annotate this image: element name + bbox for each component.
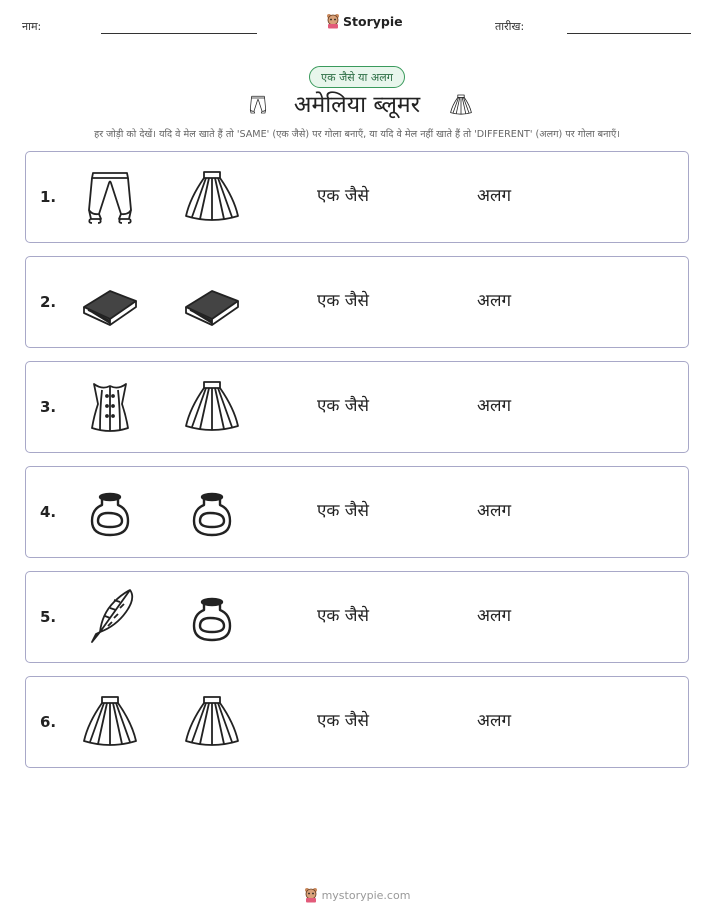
different-option[interactable]: अलग bbox=[477, 396, 512, 416]
name-field[interactable] bbox=[101, 33, 257, 34]
same-option[interactable]: एक जैसे bbox=[317, 291, 369, 311]
different-option[interactable]: अलग bbox=[477, 186, 512, 206]
different-option[interactable]: अलग bbox=[477, 291, 512, 311]
skirt-icon bbox=[182, 693, 242, 751]
different-option[interactable]: अलग bbox=[477, 711, 512, 731]
ink-pot-icon bbox=[182, 483, 242, 541]
question-row-3 bbox=[25, 361, 689, 453]
question-number: 4. bbox=[40, 503, 57, 521]
date-label: तारीख: bbox=[495, 20, 525, 33]
skirt-icon bbox=[182, 378, 242, 436]
question-row-1 bbox=[25, 151, 689, 243]
skirt-icon bbox=[80, 693, 140, 751]
storypie-logo-icon bbox=[304, 887, 318, 903]
corset-icon bbox=[80, 378, 140, 436]
ink-pot-icon bbox=[182, 588, 242, 646]
quill-pen-icon bbox=[80, 588, 140, 646]
different-option[interactable]: अलग bbox=[477, 501, 512, 521]
same-option[interactable]: एक जैसे bbox=[317, 396, 369, 416]
different-option[interactable]: अलग bbox=[477, 606, 512, 626]
brand-logo bbox=[326, 13, 403, 29]
question-row-4 bbox=[25, 466, 689, 558]
storypie-logo-icon bbox=[326, 13, 340, 29]
footer-site-link[interactable]: mystorypie.com bbox=[321, 888, 411, 902]
question-row-6 bbox=[25, 676, 689, 768]
question-number: 3. bbox=[40, 398, 57, 416]
worksheet-title: अमेलिया ब्लूमर bbox=[293, 92, 421, 118]
footer bbox=[0, 887, 714, 903]
same-option[interactable]: एक जैसे bbox=[317, 711, 369, 731]
question-number: 2. bbox=[40, 293, 57, 311]
brand-name: Storypie bbox=[343, 13, 403, 29]
book-icon bbox=[80, 273, 140, 331]
question-number: 5. bbox=[40, 608, 57, 626]
book-icon bbox=[182, 273, 242, 331]
activity-badge: एक जैसे या अलग bbox=[309, 66, 405, 88]
same-option[interactable]: एक जैसे bbox=[317, 606, 369, 626]
question-row-2 bbox=[25, 256, 689, 348]
instructions: हर जोड़ी को देखें। यदि वे मेल खाते हैं तो 'SAME' (एक जैसे) पर गोला बनाएँ, या यदि वे मेल नहीं खाते हैं तो 'DIFFERENT' (अलग) पर गोला बनाएँ। bbox=[94, 129, 620, 140]
skirt-icon bbox=[182, 168, 242, 226]
name-label: नाम: bbox=[22, 20, 42, 33]
question-number: 1. bbox=[40, 188, 57, 206]
date-field[interactable] bbox=[567, 33, 691, 34]
bloomers-icon bbox=[80, 168, 140, 226]
same-option[interactable]: एक जैसे bbox=[317, 501, 369, 521]
question-number: 6. bbox=[40, 713, 57, 731]
ink-pot-icon bbox=[80, 483, 140, 541]
title-skirt-icon bbox=[449, 90, 473, 124]
same-option[interactable]: एक जैसे bbox=[317, 186, 369, 206]
question-row-5 bbox=[25, 571, 689, 663]
